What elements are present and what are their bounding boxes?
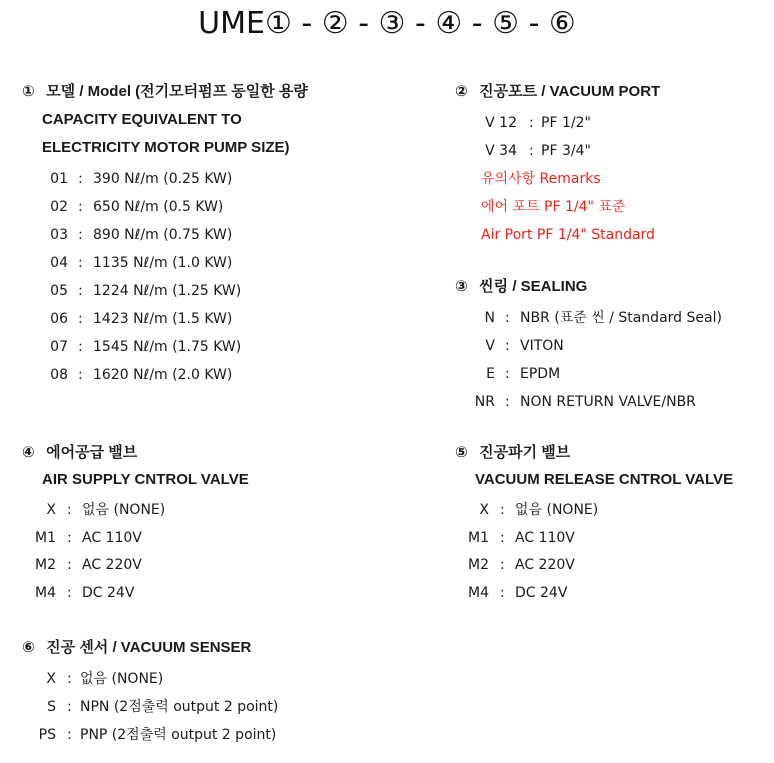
separator-colon: :: [78, 227, 83, 243]
separator-colon: :: [78, 255, 83, 271]
vacuum-release-header: [455, 443, 733, 463]
option-value: 390 Nℓ/m (0.25 KW): [93, 171, 233, 187]
option-value: 1135 Nℓ/m (1.0 KW): [93, 255, 233, 271]
option-row: [455, 552, 733, 580]
option-value: PF 3/4": [541, 143, 591, 159]
option-row: [22, 193, 308, 221]
section-number: ①: [22, 83, 35, 100]
option-code: 05: [50, 283, 68, 299]
option-row: [22, 361, 308, 389]
option-code: V 34: [485, 143, 517, 159]
air-supply-header-label: 에어공급 밸브: [46, 444, 138, 461]
separator-colon: :: [78, 367, 83, 383]
option-row: [22, 665, 251, 693]
vacuum-release-sub: VACUUM RELEASE CNTROL VALVE: [475, 471, 734, 488]
option-code: 04: [50, 255, 68, 271]
separator-colon: :: [500, 502, 505, 518]
separator-colon: :: [78, 283, 83, 299]
option-value: AC 110V: [515, 529, 575, 546]
option-code: M4: [468, 584, 489, 601]
option-row: [22, 552, 249, 580]
option-row: [455, 137, 660, 165]
option-value: AC 220V: [515, 557, 575, 573]
separator-colon: :: [78, 199, 83, 215]
option-row: [22, 277, 308, 305]
vacuum-port-header-label: 진공포트 / VACUUM PORT: [479, 83, 661, 100]
option-code: V: [485, 338, 495, 354]
separator-colon: :: [505, 338, 510, 354]
option-row: [22, 693, 279, 721]
separator-colon: :: [529, 115, 534, 131]
separator-colon: :: [67, 584, 72, 601]
option-row: [22, 305, 308, 333]
option-row: [455, 109, 660, 137]
model-size-line: ELECTRICITY MOTOR PUMP SIZE): [42, 139, 290, 156]
option-row: [455, 332, 587, 360]
remark-line: 유의사항 Remarks: [481, 171, 601, 187]
option-code: M1: [35, 529, 56, 546]
separator-colon: :: [505, 394, 510, 410]
option-code: E: [486, 366, 495, 382]
separator-colon: :: [78, 171, 83, 187]
separator-colon: :: [500, 584, 505, 601]
option-value: PNP (2점출력 output 2 point): [80, 727, 277, 743]
vacuum-release-header-label: 진공파기 밸브: [479, 444, 571, 461]
air-supply-header: [22, 443, 249, 463]
option-row: [22, 249, 308, 277]
option-row: [22, 580, 249, 608]
option-value: NON RETURN VALVE/NBR: [520, 394, 696, 410]
option-code: N: [484, 310, 495, 326]
option-row: [22, 165, 308, 193]
model-list: [22, 165, 308, 389]
option-code: M4: [35, 584, 56, 601]
option-value: 없음 (NONE): [515, 502, 599, 518]
option-value: PF 1/2": [541, 115, 591, 131]
option-row: [455, 525, 733, 553]
option-value: DC 24V: [82, 584, 135, 601]
section-number: ③: [455, 278, 468, 295]
section-number: ⑥: [22, 639, 35, 656]
option-row: [22, 497, 249, 525]
separator-colon: :: [78, 311, 83, 327]
sealing-header-label: 씬링 / SEALING: [479, 278, 588, 295]
option-value: 없음 (NONE): [82, 502, 166, 518]
option-code: 01: [50, 171, 68, 187]
option-code: V 12: [485, 115, 517, 131]
separator-colon: :: [500, 557, 505, 573]
separator-colon: :: [500, 529, 505, 546]
remark-line: 에어 포트 PF 1/4" 표준: [481, 199, 626, 215]
option-code: X: [479, 502, 489, 518]
sealing-header: [455, 277, 587, 297]
option-value: NBR (표준 씬 / Standard Seal): [520, 310, 722, 326]
option-code: 06: [50, 311, 68, 327]
option-code: 07: [50, 339, 68, 355]
air-supply-list: [22, 497, 249, 607]
vacuum-port-section: [455, 82, 660, 249]
model-capacity-line: CAPACITY EQUIVALENT TO: [42, 111, 242, 128]
option-row: [22, 525, 249, 553]
option-row: [22, 333, 308, 361]
option-code: M2: [35, 557, 56, 573]
option-value: 1545 Nℓ/m (1.75 KW): [93, 339, 242, 355]
option-value: 1224 Nℓ/m (1.25 KW): [93, 283, 242, 299]
option-code: X: [46, 671, 56, 687]
model-code-title: UME① - ② - ③ - ④ - ⑤ - ⑥: [198, 6, 576, 41]
option-code: 02: [50, 199, 68, 215]
separator-colon: :: [67, 671, 72, 687]
option-row: [455, 580, 733, 608]
sealing-section: [455, 277, 722, 416]
option-value: 없음 (NONE): [80, 671, 164, 687]
option-row: [22, 721, 277, 749]
option-value: AC 220V: [82, 557, 142, 573]
option-value: 1620 Nℓ/m (2.0 KW): [93, 367, 233, 383]
air-supply-section: [22, 443, 249, 607]
option-code: PS: [38, 727, 56, 743]
option-row: [455, 388, 696, 416]
remarks-block: [455, 165, 660, 249]
option-code: X: [46, 502, 56, 518]
option-code: S: [47, 699, 56, 715]
separator-colon: :: [67, 502, 72, 518]
separator-colon: :: [529, 143, 534, 159]
option-value: AC 110V: [82, 529, 142, 546]
section-number: ④: [22, 444, 35, 461]
option-row: [455, 304, 722, 332]
option-value: VITON: [520, 338, 564, 354]
sealing-list: [455, 304, 722, 416]
model-header: [22, 82, 308, 102]
remark-line: Air Port PF 1/4" Standard: [481, 227, 655, 243]
vacuum-sensor-header: [22, 638, 251, 658]
option-value: 1423 Nℓ/m (1.5 KW): [93, 311, 233, 327]
option-code: M1: [468, 529, 489, 546]
option-value: EPDM: [520, 366, 561, 382]
option-code: 08: [50, 367, 68, 383]
option-value: DC 24V: [515, 584, 568, 601]
model-header-label: 모델 / Model (전기모터펌프 동일한 용량: [46, 83, 308, 100]
option-code: M2: [468, 557, 489, 573]
option-row: [455, 360, 587, 388]
separator-colon: :: [67, 727, 72, 743]
air-supply-sub: AIR SUPPLY CNTROL VALVE: [42, 471, 249, 488]
separator-colon: :: [67, 557, 72, 573]
vacuum-sensor-header-label: 진공 센서 / VACUUM SENSER: [46, 639, 252, 656]
option-value: NPN (2점출력 output 2 point): [80, 699, 279, 715]
separator-colon: :: [78, 339, 83, 355]
vacuum-release-list: [455, 497, 733, 607]
separator-colon: :: [67, 529, 72, 546]
section-number: ②: [455, 83, 468, 100]
option-row: [455, 497, 733, 525]
option-row: [22, 221, 308, 249]
separator-colon: :: [505, 310, 510, 326]
vacuum-port-list: [455, 109, 660, 165]
option-code: 03: [50, 227, 68, 243]
vacuum-release-section: [455, 443, 733, 607]
vacuum-sensor-list: [22, 665, 279, 749]
model-section: [22, 82, 308, 389]
vacuum-sensor-section: [22, 638, 279, 749]
option-code: NR: [474, 394, 495, 410]
separator-colon: :: [505, 366, 510, 382]
section-number: ⑤: [455, 444, 468, 461]
vacuum-port-header: [455, 82, 660, 102]
option-value: 650 Nℓ/m (0.5 KW): [93, 199, 224, 215]
option-value: 890 Nℓ/m (0.75 KW): [93, 227, 233, 243]
separator-colon: :: [67, 699, 72, 715]
